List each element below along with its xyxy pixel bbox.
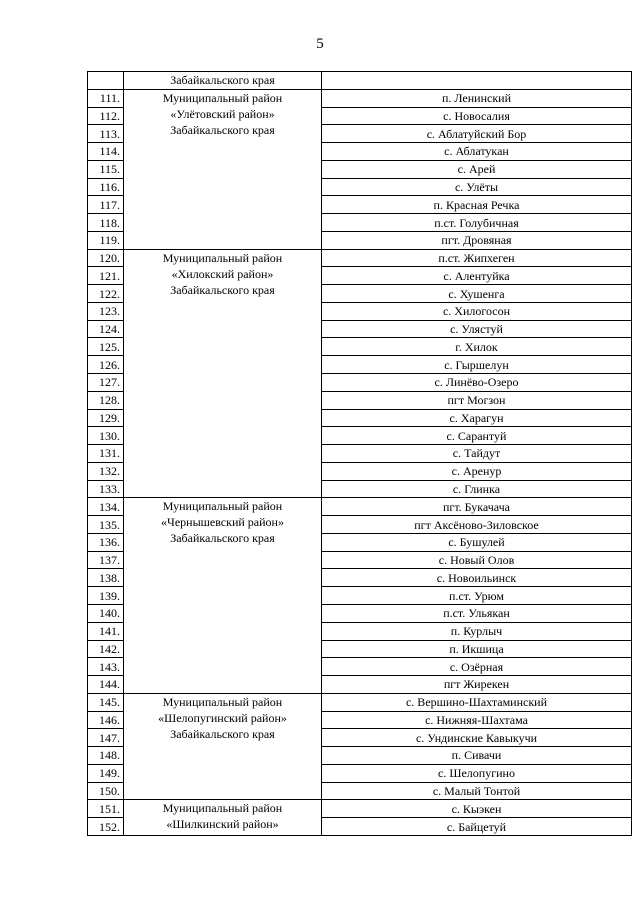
table-row (88, 72, 632, 90)
locality-cell: с. Линёво-Озеро (322, 374, 632, 392)
locality-cell: с. Глинка (322, 480, 632, 498)
district-name-line: «Чернышевский район» (161, 515, 284, 530)
district-name-line: «Шелопугинский район» (158, 710, 287, 725)
locality-cell: с. Бушулей (322, 533, 632, 551)
locality-cell: п. Сивачи (322, 747, 632, 765)
locality-cell: п.ст. Голубичная (322, 214, 632, 232)
district-name-line: Муниципальный район (162, 801, 283, 816)
locality-cell: с. Улёты (322, 178, 632, 196)
locality-cell: п. Красная Речка (322, 196, 632, 214)
row-number: 126. (88, 356, 124, 374)
row-number: 136. (88, 533, 124, 551)
locality-cell: с. Гыршелун (322, 356, 632, 374)
table-row (88, 249, 632, 267)
locality-cell: п. Икшица (322, 640, 632, 658)
locality-cell: с. Шелопугино (322, 764, 632, 782)
page-number: 5 (316, 36, 324, 52)
row-number: 115. (88, 160, 124, 178)
row-number: 150. (88, 782, 124, 800)
row-number: 119. (88, 231, 124, 249)
district-name-line: Муниципальный район (162, 499, 283, 514)
row-number: 148. (88, 747, 124, 765)
district-name-line: Забайкальского края (170, 726, 275, 741)
row-number: 111. (88, 89, 124, 107)
district-cell: Забайкальского края (124, 72, 322, 90)
locality-cell: с. Улястуй (322, 320, 632, 338)
locality-cell: с. Харагун (322, 409, 632, 427)
row-number: 123. (88, 302, 124, 320)
locality-cell: с. Байцетуй (322, 818, 632, 836)
district-name-line: «Хилокский район» (171, 266, 274, 281)
row-number: 147. (88, 729, 124, 747)
row-number: 112. (88, 107, 124, 125)
locality-cell: пгт. Букачача (322, 498, 632, 516)
district-name-line: «Шилкинский район» (166, 817, 279, 832)
district-cell (124, 89, 322, 249)
locality-cell: пгт Могзон (322, 391, 632, 409)
locality-cell: с. Сарантуй (322, 427, 632, 445)
row-number: 142. (88, 640, 124, 658)
locality-cell: г. Хилок (322, 338, 632, 356)
locality-cell: с. Озёрная (322, 658, 632, 676)
district-cell (124, 800, 322, 836)
locality-cell: п.ст. Жипхеген (322, 249, 632, 267)
row-number: 127. (88, 374, 124, 392)
district-name-line: Муниципальный район (162, 90, 283, 105)
locality-cell: с. Хушенга (322, 285, 632, 303)
row-number: 128. (88, 391, 124, 409)
district-name-line: Забайкальского края (170, 122, 275, 137)
locality-cell: пгт. Дровяная (322, 231, 632, 249)
row-number: 146. (88, 711, 124, 729)
row-number: 122. (88, 285, 124, 303)
row-number: 114. (88, 143, 124, 161)
row-number: 133. (88, 480, 124, 498)
row-number: 141. (88, 622, 124, 640)
row-number: 121. (88, 267, 124, 285)
district-name-line: Забайкальского края (170, 531, 275, 546)
locality-cell: пгт Аксёново-Зиловское (322, 516, 632, 534)
row-number: 137. (88, 551, 124, 569)
district-name-line: «Улётовский район» (170, 106, 275, 121)
row-number: 138. (88, 569, 124, 587)
row-number: 134. (88, 498, 124, 516)
table-row (88, 800, 632, 818)
row-number: 117. (88, 196, 124, 214)
locality-cell (322, 72, 632, 90)
row-number: 132. (88, 462, 124, 480)
locality-cell: с. Арей (322, 160, 632, 178)
district-cell (124, 693, 322, 800)
row-number: 131. (88, 445, 124, 463)
locality-cell: с. Тайдут (322, 445, 632, 463)
locality-cell: п. Курлыч (322, 622, 632, 640)
locality-cell: с. Новосалия (322, 107, 632, 125)
locality-cell: с. Алентуйка (322, 267, 632, 285)
row-number: 118. (88, 214, 124, 232)
locality-cell: с. Хилогосон (322, 302, 632, 320)
locality-cell: с. Новоильинск (322, 569, 632, 587)
row-number: 149. (88, 764, 124, 782)
locality-cell: с. Аблатукан (322, 143, 632, 161)
table-row (88, 89, 632, 107)
locality-cell: п. Ленинский (322, 89, 632, 107)
row-number: 129. (88, 409, 124, 427)
row-number (88, 72, 124, 90)
locality-cell: пгт Жирекен (322, 676, 632, 694)
district-name-line: Муниципальный район (162, 250, 283, 265)
row-number: 130. (88, 427, 124, 445)
row-number: 125. (88, 338, 124, 356)
row-number: 151. (88, 800, 124, 818)
district-name-line: Забайкальского края (170, 282, 275, 297)
district-cell (124, 498, 322, 693)
locality-cell: п.ст. Ульякан (322, 604, 632, 622)
row-number: 113. (88, 125, 124, 143)
row-number: 143. (88, 658, 124, 676)
locality-cell: с. Малый Тонтой (322, 782, 632, 800)
locality-cell: с. Новый Олов (322, 551, 632, 569)
table-row (88, 693, 632, 711)
row-number: 116. (88, 178, 124, 196)
locality-cell: с. Ундинские Кавыкучи (322, 729, 632, 747)
row-number: 120. (88, 249, 124, 267)
table-row (88, 498, 632, 516)
district-name-line: Муниципальный район (162, 694, 283, 709)
row-number: 139. (88, 587, 124, 605)
row-number: 124. (88, 320, 124, 338)
locality-cell: с. Вершино-Шахтаминский (322, 693, 632, 711)
locality-cell: п.ст. Урюм (322, 587, 632, 605)
settlements-table (87, 71, 632, 836)
district-cell (124, 249, 322, 498)
locality-cell: с. Аренур (322, 462, 632, 480)
row-number: 152. (88, 818, 124, 836)
locality-cell: с. Аблатуйский Бор (322, 125, 632, 143)
locality-cell: с. Нижняя-Шахтама (322, 711, 632, 729)
row-number: 140. (88, 604, 124, 622)
row-number: 145. (88, 693, 124, 711)
row-number: 135. (88, 516, 124, 534)
locality-cell: с. Кыэкен (322, 800, 632, 818)
row-number: 144. (88, 676, 124, 694)
